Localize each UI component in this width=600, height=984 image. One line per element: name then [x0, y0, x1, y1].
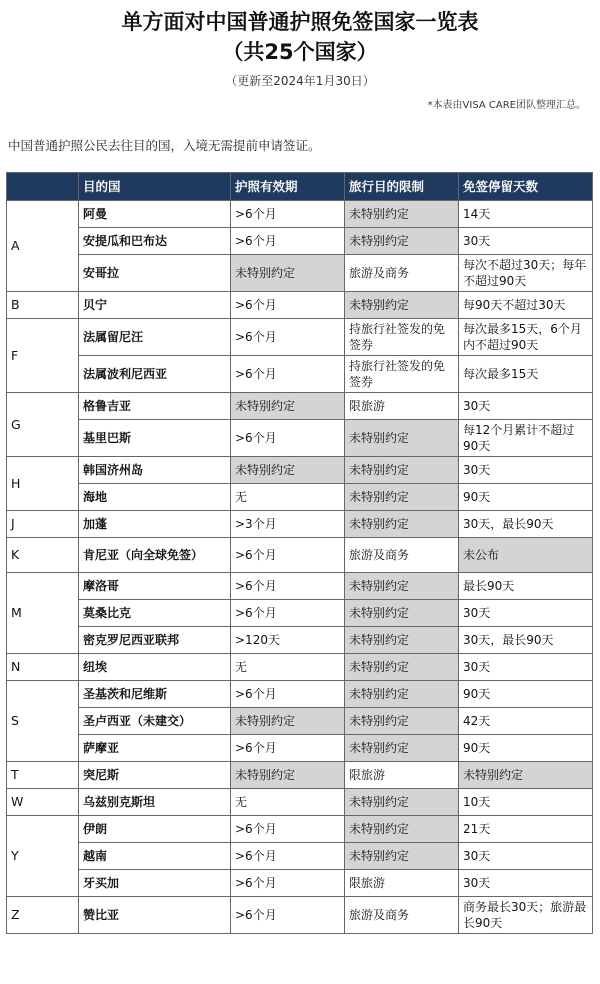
stay-days-cell: 30天	[459, 654, 593, 681]
country-cell: 圣基茨和尼维斯	[79, 681, 231, 708]
header-passport-validity: 护照有效期	[231, 173, 345, 201]
table-header-row	[7, 173, 593, 201]
table-row	[7, 681, 593, 708]
table-row	[7, 420, 593, 457]
travel-purpose-cell: 未特别约定	[345, 816, 459, 843]
table-row	[7, 573, 593, 600]
stay-days-cell: 未公布	[459, 538, 593, 573]
group-letter: B	[7, 292, 79, 319]
country-cell: 越南	[79, 843, 231, 870]
group-letter: M	[7, 573, 79, 654]
passport-validity-cell: >6个月	[231, 356, 345, 393]
stay-days-cell: 21天	[459, 816, 593, 843]
travel-purpose-cell: 未特别约定	[345, 457, 459, 484]
header-letter	[7, 173, 79, 201]
table-row	[7, 627, 593, 654]
travel-purpose-cell: 旅游及商务	[345, 538, 459, 573]
passport-validity-cell: >6个月	[231, 681, 345, 708]
group-letter: S	[7, 681, 79, 762]
group-letter: G	[7, 393, 79, 457]
table-row	[7, 897, 593, 934]
page-subtitle: （共25个国家）	[222, 40, 378, 64]
passport-validity-cell: >6个月	[231, 228, 345, 255]
table-row	[7, 789, 593, 816]
country-cell: 肯尼亚（向全球免签）	[79, 538, 231, 573]
table-row	[7, 708, 593, 735]
stay-days-cell: 10天	[459, 789, 593, 816]
travel-purpose-cell: 未特别约定	[345, 735, 459, 762]
group-letter: Z	[7, 897, 79, 934]
travel-purpose-cell: 未特别约定	[345, 654, 459, 681]
country-cell: 贝宁	[79, 292, 231, 319]
country-cell: 法属留尼汪	[79, 319, 231, 356]
country-cell: 牙买加	[79, 870, 231, 897]
country-cell: 格鲁吉亚	[79, 393, 231, 420]
stay-days-cell: 30天	[459, 393, 593, 420]
travel-purpose-cell: 未特别约定	[345, 484, 459, 511]
passport-validity-cell: >6个月	[231, 538, 345, 573]
table-row	[7, 292, 593, 319]
stay-days-cell: 90天	[459, 735, 593, 762]
passport-validity-cell: 未特别约定	[231, 255, 345, 292]
country-cell: 赞比亚	[79, 897, 231, 934]
header-country: 目的国	[79, 173, 231, 201]
table-row	[7, 762, 593, 789]
passport-validity-cell: >6个月	[231, 600, 345, 627]
country-cell: 密克罗尼西亚联邦	[79, 627, 231, 654]
stay-days-cell: 30天	[459, 843, 593, 870]
country-cell: 萨摩亚	[79, 735, 231, 762]
country-cell: 圣卢西亚（未建交）	[79, 708, 231, 735]
table-row	[7, 393, 593, 420]
passport-validity-cell: >6个月	[231, 843, 345, 870]
travel-purpose-cell: 未特别约定	[345, 843, 459, 870]
stay-days-cell: 每12个月累计不超过90天	[459, 420, 593, 457]
table-row	[7, 538, 593, 573]
travel-purpose-cell: 旅游及商务	[345, 897, 459, 934]
country-cell: 纽埃	[79, 654, 231, 681]
country-cell: 基里巴斯	[79, 420, 231, 457]
passport-validity-cell: 无	[231, 484, 345, 511]
table-body	[7, 201, 593, 934]
travel-purpose-cell: 未特别约定	[345, 292, 459, 319]
passport-validity-cell: >6个月	[231, 420, 345, 457]
table-row	[7, 228, 593, 255]
country-cell: 摩洛哥	[79, 573, 231, 600]
travel-purpose-cell: 未特别约定	[345, 511, 459, 538]
travel-purpose-cell: 未特别约定	[345, 228, 459, 255]
table-row	[7, 735, 593, 762]
table-row	[7, 654, 593, 681]
stay-days-cell: 42天	[459, 708, 593, 735]
table-row	[7, 870, 593, 897]
header-stay-days: 免签停留天数	[459, 173, 593, 201]
group-letter: H	[7, 457, 79, 511]
table-row	[7, 255, 593, 292]
stay-days-cell: 每次最多15天，6个月内不超过90天	[459, 319, 593, 356]
country-cell: 海地	[79, 484, 231, 511]
group-letter: Y	[7, 816, 79, 897]
travel-purpose-cell: 未特别约定	[345, 708, 459, 735]
passport-validity-cell: >6个月	[231, 870, 345, 897]
passport-validity-cell: >6个月	[231, 573, 345, 600]
group-letter: A	[7, 201, 79, 292]
travel-purpose-cell: 持旅行社签发的免签券	[345, 319, 459, 356]
group-letter: T	[7, 762, 79, 789]
header-travel-purpose: 旅行目的限制	[345, 173, 459, 201]
passport-validity-cell: 未特别约定	[231, 393, 345, 420]
passport-validity-cell: >6个月	[231, 201, 345, 228]
passport-validity-cell: 未特别约定	[231, 457, 345, 484]
table-row	[7, 600, 593, 627]
passport-validity-cell: >6个月	[231, 897, 345, 934]
country-cell: 乌兹别克斯坦	[79, 789, 231, 816]
table-row	[7, 843, 593, 870]
group-letter: F	[7, 319, 79, 393]
group-letter: K	[7, 538, 79, 573]
travel-purpose-cell: 限旅游	[345, 393, 459, 420]
group-letter: W	[7, 789, 79, 816]
stay-days-cell: 30天	[459, 600, 593, 627]
travel-purpose-cell: 持旅行社签发的免签券	[345, 356, 459, 393]
travel-purpose-cell: 未特别约定	[345, 201, 459, 228]
travel-purpose-cell: 旅游及商务	[345, 255, 459, 292]
passport-validity-cell: 未特别约定	[231, 708, 345, 735]
travel-purpose-cell: 未特别约定	[345, 789, 459, 816]
table-row	[7, 356, 593, 393]
travel-purpose-cell: 限旅游	[345, 762, 459, 789]
passport-validity-cell: >6个月	[231, 292, 345, 319]
stay-days-cell: 30天，最长90天	[459, 511, 593, 538]
country-cell: 阿曼	[79, 201, 231, 228]
stay-days-cell: 商务最长30天；旅游最长90天	[459, 897, 593, 934]
stay-days-cell: 14天	[459, 201, 593, 228]
stay-days-cell: 每次不超过30天；每年不超过90天	[459, 255, 593, 292]
stay-days-cell: 30天，最长90天	[459, 627, 593, 654]
passport-validity-cell: >120天	[231, 627, 345, 654]
passport-validity-cell: 未特别约定	[231, 762, 345, 789]
credit-note: *本表由VISA CARE团队整理汇总。	[427, 100, 586, 111]
table-row	[7, 201, 593, 228]
table-row	[7, 816, 593, 843]
travel-purpose-cell: 限旅游	[345, 870, 459, 897]
country-cell: 突尼斯	[79, 762, 231, 789]
table-row	[7, 457, 593, 484]
passport-validity-cell: >6个月	[231, 735, 345, 762]
stay-days-cell: 90天	[459, 484, 593, 511]
country-cell: 韩国济州岛	[79, 457, 231, 484]
passport-validity-cell: 无	[231, 654, 345, 681]
passport-validity-cell: >6个月	[231, 816, 345, 843]
country-cell: 莫桑比克	[79, 600, 231, 627]
description-text: 中国普通护照公民去往目的国，入境无需提前申请签证。	[8, 138, 321, 153]
country-cell: 加蓬	[79, 511, 231, 538]
passport-validity-cell: 无	[231, 789, 345, 816]
stay-days-cell: 30天	[459, 228, 593, 255]
stay-days-cell: 最长90天	[459, 573, 593, 600]
country-cell: 法属波利尼西亚	[79, 356, 231, 393]
group-letter: N	[7, 654, 79, 681]
table-row	[7, 319, 593, 356]
travel-purpose-cell: 未特别约定	[345, 681, 459, 708]
table-row	[7, 484, 593, 511]
country-cell: 安提瓜和巴布达	[79, 228, 231, 255]
travel-purpose-cell: 未特别约定	[345, 627, 459, 654]
visa-free-table	[6, 172, 593, 934]
travel-purpose-cell: 未特别约定	[345, 600, 459, 627]
stay-days-cell: 90天	[459, 681, 593, 708]
stay-days-cell: 每次最多15天	[459, 356, 593, 393]
country-cell: 伊朗	[79, 816, 231, 843]
page-title: 单方面对中国普通护照免签国家一览表	[121, 10, 479, 34]
travel-purpose-cell: 未特别约定	[345, 573, 459, 600]
stay-days-cell: 未特别约定	[459, 762, 593, 789]
travel-purpose-cell: 未特别约定	[345, 420, 459, 457]
stay-days-cell: 30天	[459, 870, 593, 897]
country-cell: 安哥拉	[79, 255, 231, 292]
table-row	[7, 511, 593, 538]
passport-validity-cell: >3个月	[231, 511, 345, 538]
stay-days-cell: 30天	[459, 457, 593, 484]
update-date: （更新至2024年1月30日）	[225, 74, 375, 88]
group-letter: J	[7, 511, 79, 538]
passport-validity-cell: >6个月	[231, 319, 345, 356]
stay-days-cell: 每90天不超过30天	[459, 292, 593, 319]
